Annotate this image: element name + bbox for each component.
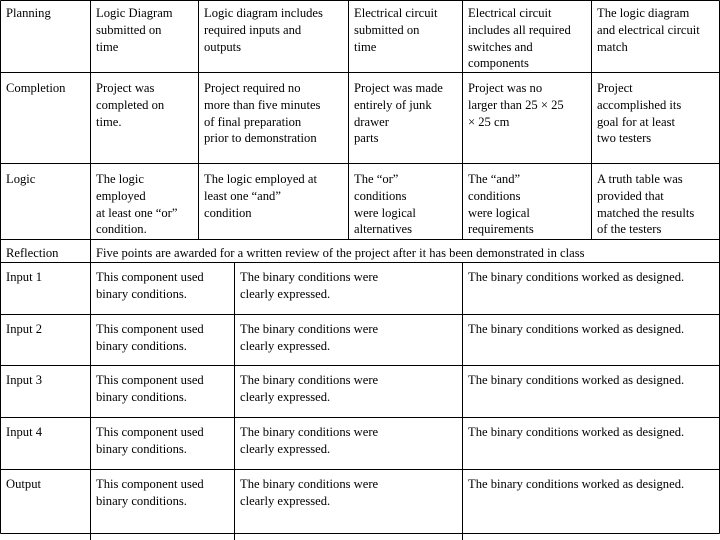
row-label-logic: Logic [6, 172, 36, 186]
output-cell-1: This component used binary conditions. [96, 477, 204, 508]
input-1-cell-1: This component used binary conditions. [96, 270, 204, 301]
row-label-input-3: Input 3 [6, 373, 43, 387]
planning-cell-2: Logic diagram includes required inputs and outputs [204, 6, 323, 54]
logic-cell-5: A truth table was provided that matched the results of the testers [597, 172, 695, 237]
input-4-cell-1: This component used binary conditions. [96, 425, 204, 456]
row-label-completion: Completion [6, 81, 66, 95]
input-2-cell-3: The binary conditions worked as designed. [468, 322, 685, 336]
input-3-cell-1: This component used binary conditions. [96, 373, 204, 404]
input-2-cell-1: This component used binary conditions. [96, 322, 204, 353]
input-3-cell-2: The binary conditions were clearly expressed. [240, 373, 379, 404]
logic-cell-3: The “or” conditions were logical alternatives [354, 172, 416, 237]
input-4-cell-3: The binary conditions worked as designed. [468, 425, 685, 439]
input-1-cell-2: The binary conditions were clearly expressed. [240, 270, 379, 301]
reflection-cell: Five points are awarded for a written review of the project after it has been demonstrated in class [96, 246, 585, 260]
completion-cell-4: Project was no larger than 25 × 25 × 25 cm [468, 81, 564, 129]
planning-cell-4: Electrical circuit includes all required switches and components [468, 6, 571, 71]
completion-cell-3: Project was made entirely of junk drawer parts [354, 81, 443, 146]
planning-cell-1: Logic Diagram submitted on time [96, 6, 173, 54]
row-label-reflection: Reflection [6, 246, 59, 260]
row-label-input-1: Input 1 [6, 270, 43, 284]
logic-cell-2: The logic employed at least one “and” condition [204, 172, 317, 220]
completion-cell-5: Project accomplished its goal for at least two testers [597, 81, 682, 146]
planning-cell-3: Electrical circuit submitted on time [354, 6, 438, 54]
input-3-cell-3: The binary conditions worked as designed. [468, 373, 685, 387]
logic-cell-4: The “and” conditions were logical requirements [468, 172, 534, 237]
output-cell-2: The binary conditions were clearly expressed. [240, 477, 379, 508]
completion-cell-2: Project required no more than five minutes of final preparation prior to demonstration [204, 81, 321, 146]
logic-cell-1: The logic employed at least one “or” condition. [96, 172, 178, 237]
output-cell-3: The binary conditions worked as designed. [468, 477, 685, 491]
row-label-input-2: Input 2 [6, 322, 43, 336]
row-label-planning: Planning [6, 6, 51, 20]
row-label-output: Output [6, 477, 41, 491]
input-1-cell-3: The binary conditions worked as designed. [468, 270, 685, 284]
input-4-cell-2: The binary conditions were clearly expressed. [240, 425, 379, 456]
planning-cell-5: The logic diagram and electrical circuit match [597, 6, 700, 54]
row-label-input-4: Input 4 [6, 425, 43, 439]
input-2-cell-2: The binary conditions were clearly expressed. [240, 322, 379, 353]
completion-cell-1: Project was completed on time. [96, 81, 165, 129]
